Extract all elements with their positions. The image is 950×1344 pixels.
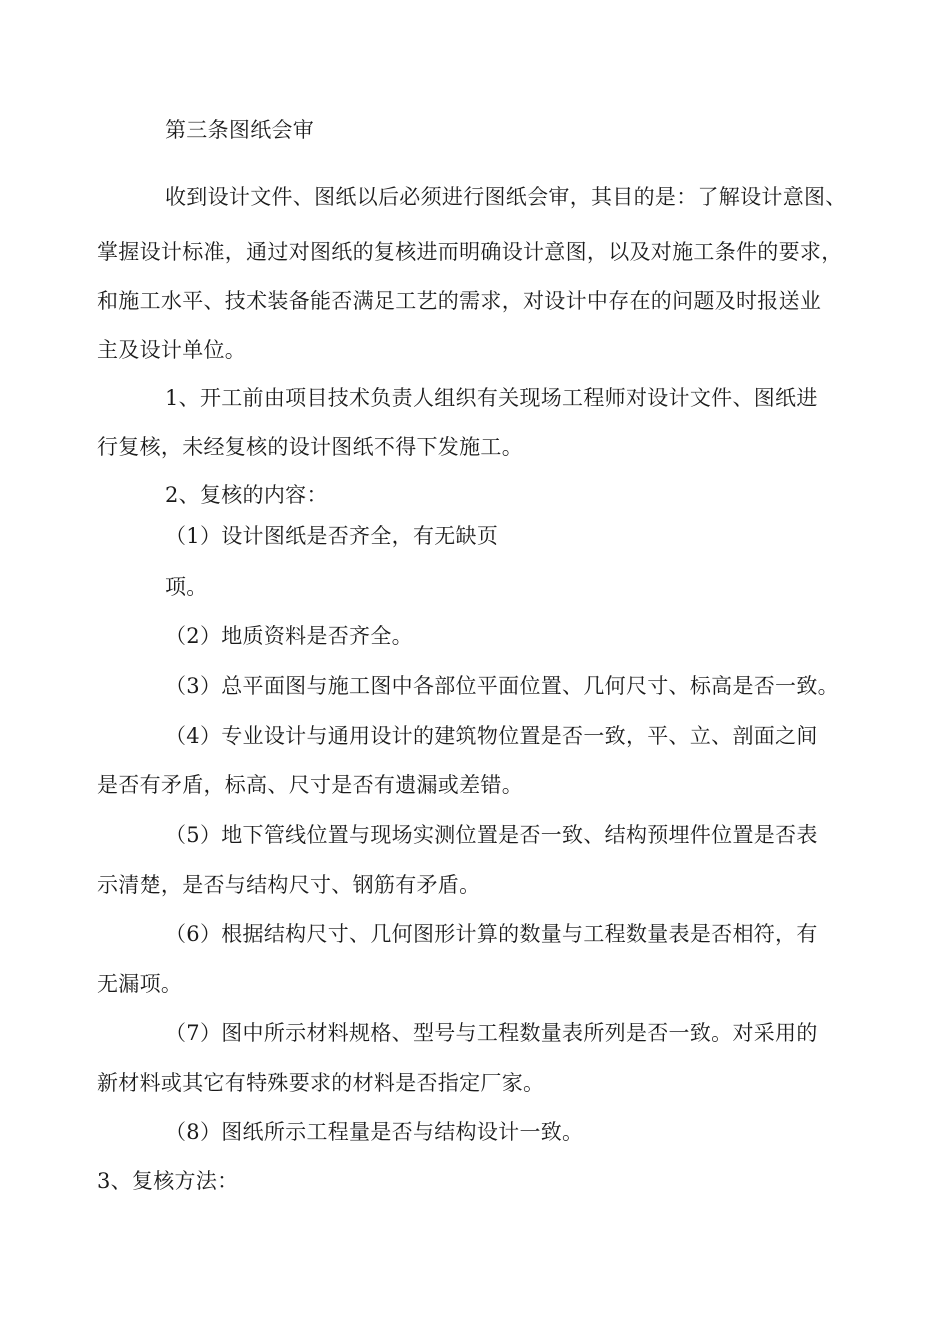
section-heading: 第三条图纸会审: [165, 118, 315, 142]
item2-sub5-line-2: 示清楚，是否与结构尺寸、钢筋有矛盾。: [97, 873, 481, 897]
item2-sub4-line-2: 是否有矛盾，标高、尺寸是否有遗漏或差错。: [97, 773, 523, 797]
item2-sub7-line-2: 新材料或其它有特殊要求的材料是否指定厂家。: [97, 1071, 545, 1095]
item2-sub1-line-1: （1）设计图纸是否齐全，有无缺页: [165, 524, 499, 548]
item2-sub7-line-1: （7）图中所示材料规格、型号与工程数量表所列是否一致。对采用的: [165, 1021, 818, 1045]
item2-sub8: （8）图纸所示工程量是否与结构设计一致。: [165, 1120, 584, 1144]
item1-line-2: 行复核，未经复核的设计图纸不得下发施工。: [97, 435, 523, 459]
item2-sub3: （3）总平面图与施工图中各部位平面位置、几何尺寸、标高是否一致。: [165, 674, 839, 698]
intro-line-4: 主及设计单位。: [97, 338, 247, 362]
item1-line-1: 1、开工前由项目技术负责人组织有关现场工程师对设计文件、图纸进: [165, 386, 818, 410]
intro-line-3: 和施工水平、技术装备能否满足工艺的需求，对设计中存在的问题及时报送业: [97, 289, 822, 313]
item2-title: 2、复核的内容：: [165, 483, 328, 507]
item3-title: 3、复核方法：: [97, 1169, 239, 1193]
intro-line-2: 掌握设计标准，通过对图纸的复核进而明确设计意图，以及对施工条件的要求，: [97, 240, 843, 264]
item2-sub1-line-2: 项。: [165, 575, 208, 599]
item2-sub6-line-1: （6）根据结构尺寸、几何图形计算的数量与工程数量表是否相符，有: [165, 922, 818, 946]
item2-sub6-line-2: 无漏项。: [97, 972, 183, 996]
intro-line-1: 收到设计文件、图纸以后必须进行图纸会审，其目的是：了解设计意图、: [165, 185, 847, 209]
item2-sub4-line-1: （4）专业设计与通用设计的建筑物位置是否一致，平、立、剖面之间: [165, 724, 818, 748]
item2-sub2: （2）地质资料是否齐全。: [165, 624, 413, 648]
item2-sub5-line-1: （5）地下管线位置与现场实测位置是否一致、结构预埋件位置是否表: [165, 823, 818, 847]
